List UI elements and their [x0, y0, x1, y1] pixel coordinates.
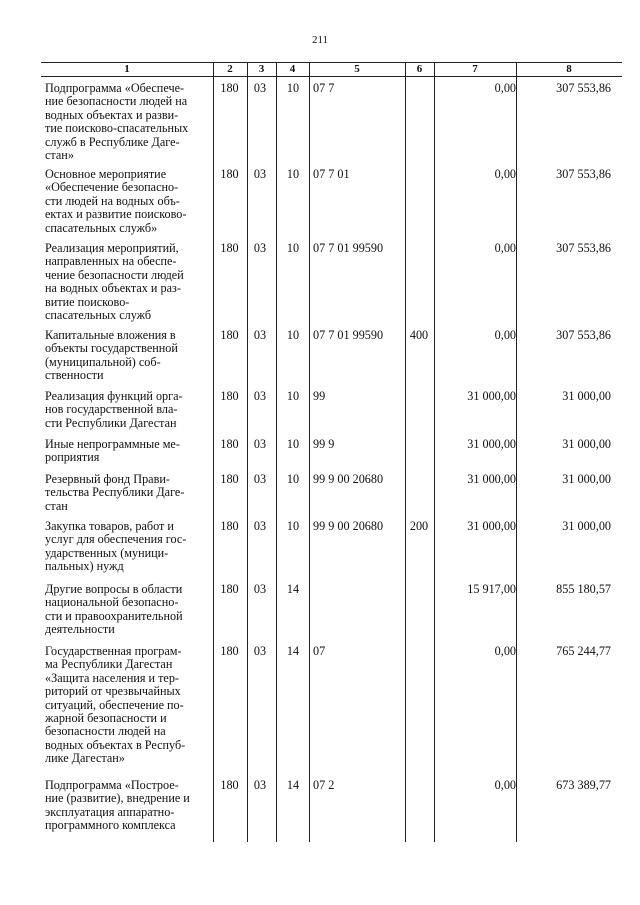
- column-header-8: 8: [566, 63, 572, 75]
- cell-col-2: 180: [220, 328, 239, 342]
- row-description-line: ектах и развитие поисково-: [45, 207, 187, 222]
- cell-col-4: 10: [286, 328, 300, 342]
- column-header-3: 3: [258, 63, 265, 75]
- cell-col-4: 14: [286, 644, 300, 658]
- row-description-line: сти и правоохранительной: [45, 608, 183, 623]
- cell-col-7: 31 000,00: [467, 389, 516, 403]
- cell-col-8: 673 389,77: [556, 778, 611, 792]
- cell-col-7: 0,00: [494, 644, 516, 658]
- row-description-line: безопасности людей на: [45, 724, 166, 739]
- cell-col-4: 10: [286, 167, 300, 181]
- cell-col-2: 180: [220, 389, 239, 403]
- row-description-line: стан»: [45, 148, 74, 162]
- cell-col-7: 31 000,00: [467, 437, 516, 451]
- column-header-2: 2: [227, 63, 233, 75]
- row-description-line: объекты государственной: [45, 341, 178, 356]
- cell-col-4: 10: [286, 389, 300, 403]
- row-description-line: «Обеспечение безопасно-: [45, 180, 179, 195]
- cell-col-3: 03: [253, 437, 267, 451]
- row-description-line: лике Дагестан»: [45, 751, 125, 766]
- cell-col-7: 0,00: [494, 167, 516, 181]
- row-description-line: водных объектах в Респуб-: [45, 737, 186, 752]
- row-description-line: национальной безопасно-: [45, 595, 179, 610]
- cell-col-2: 180: [220, 437, 239, 451]
- column-header-6: 6: [416, 63, 423, 75]
- row-description-line: служб в Республике Даге-: [45, 134, 180, 149]
- row-description-line: жарной безопасности и: [45, 711, 167, 725]
- budget-table: [41, 62, 622, 842]
- cell-col-5: 99 9 00 20680: [313, 519, 384, 533]
- cell-col-4: 10: [286, 81, 300, 95]
- cell-col-6: 200: [409, 519, 429, 533]
- row-description-line: на водных объектах и раз-: [45, 281, 181, 296]
- cell-col-3: 03: [253, 241, 267, 255]
- cell-col-3: 03: [253, 778, 267, 792]
- cell-col-8: 307 553,86: [556, 241, 611, 255]
- cell-col-7: 31 000,00: [467, 519, 516, 533]
- cell-col-4: 14: [286, 582, 300, 596]
- cell-col-4: 10: [286, 519, 300, 533]
- cell-col-5: 99 9: [313, 437, 335, 451]
- row-description-line: программного комплекса: [45, 818, 176, 833]
- row-description-line: Закупка товаров, работ и: [45, 519, 174, 533]
- row-description-line: Реализация функций орга-: [45, 389, 183, 403]
- row-description-line: пальных) нужд: [45, 559, 124, 574]
- cell-col-7: 0,00: [494, 778, 516, 792]
- row-description-line: роприятия: [45, 450, 100, 465]
- row-description-line: Государственная програм-: [45, 644, 182, 658]
- row-description-line: спасательных служб»: [45, 220, 158, 235]
- row-description-line: Подпрограмма «Обеспече-: [45, 81, 185, 95]
- row-description-line: ние (развитие), внедрение и: [45, 791, 190, 806]
- row-description-line: услуг для обеспечения гос-: [45, 532, 187, 547]
- row-description-line: Основное мероприятие: [45, 167, 167, 181]
- row-description-line: Другие вопросы в области: [45, 582, 183, 596]
- row-description-line: спасательных служб: [45, 308, 152, 322]
- cell-col-4: 10: [286, 241, 300, 255]
- cell-col-2: 180: [220, 167, 239, 181]
- cell-col-8: 855 180,57: [556, 582, 611, 596]
- cell-col-7: 31 000,00: [467, 472, 516, 486]
- cell-col-3: 03: [253, 472, 267, 486]
- cell-col-5: 07 7 01 99590: [313, 328, 384, 342]
- cell-col-5: 99 9 00 20680: [313, 472, 384, 486]
- cell-col-4: 10: [286, 472, 300, 486]
- row-description-line: Реализация мероприятий,: [45, 241, 179, 255]
- cell-col-5: 07: [313, 644, 326, 658]
- column-divider: [516, 62, 517, 842]
- cell-col-2: 180: [220, 519, 239, 533]
- cell-col-3: 03: [253, 644, 267, 658]
- row-description-line: Подпрограмма «Построе-: [45, 778, 179, 792]
- cell-col-8: 307 553,86: [556, 328, 611, 342]
- column-header-5: 5: [354, 63, 360, 75]
- cell-col-2: 180: [220, 582, 239, 596]
- cell-col-5: 07 2: [313, 778, 335, 792]
- row-description-line: стан: [45, 498, 68, 513]
- row-description-line: ственности: [45, 368, 104, 383]
- row-description-line: ние безопасности людей на: [45, 94, 188, 109]
- row-description-line: риторий от чрезвычайных: [45, 684, 181, 699]
- row-description-line: сти Республики Дагестан: [45, 415, 177, 430]
- row-description-line: ударственных (муници-: [45, 545, 169, 560]
- cell-col-3: 03: [253, 328, 267, 342]
- row-description-line: «Защита населения и тер-: [45, 670, 179, 685]
- column-header-4: 4: [289, 63, 296, 75]
- cell-col-3: 03: [253, 389, 267, 403]
- row-description-line: ситуаций, обеспечение по-: [45, 697, 184, 712]
- cell-col-2: 180: [220, 81, 239, 95]
- row-description-line: чение безопасности людей: [45, 267, 184, 282]
- cell-col-2: 180: [220, 472, 239, 486]
- row-description-line: направленных на обеспе-: [45, 254, 177, 269]
- cell-col-6: 400: [409, 328, 429, 342]
- row-description-line: Капитальные вложения в: [45, 328, 176, 342]
- cell-col-5: 07 7: [313, 81, 335, 95]
- cell-col-8: 31 000,00: [562, 472, 611, 486]
- cell-col-8: 31 000,00: [562, 519, 611, 533]
- header-bottom-rule: [41, 76, 622, 77]
- cell-col-3: 03: [253, 519, 267, 533]
- cell-col-8: 307 553,86: [556, 167, 611, 181]
- cell-col-5: 99: [313, 389, 326, 403]
- row-description-line: тие поисково-спасательных: [45, 121, 189, 136]
- row-description-line: (муниципальной) соб-: [45, 354, 161, 369]
- column-divider: [405, 62, 406, 842]
- cell-col-8: 307 553,86: [556, 81, 611, 95]
- cell-col-5: 07 7 01: [313, 167, 350, 181]
- row-description-line: водных объектах и разви-: [45, 107, 179, 122]
- cell-col-2: 180: [220, 644, 239, 658]
- cell-col-3: 03: [253, 81, 267, 95]
- cell-col-2: 180: [220, 241, 239, 255]
- cell-col-8: 31 000,00: [562, 389, 611, 403]
- row-description-line: витие поисково-: [45, 294, 130, 309]
- row-description-line: Иные непрограммные ме-: [45, 437, 180, 451]
- column-header-7: 7: [472, 63, 478, 75]
- row-description-line: тельства Республики Даге-: [45, 485, 185, 500]
- cell-col-7: 0,00: [494, 241, 516, 255]
- cell-col-4: 14: [286, 778, 300, 792]
- column-header-1: 1: [124, 63, 130, 75]
- cell-col-8: 765 244,77: [556, 644, 611, 658]
- page-number: 211: [311, 34, 329, 46]
- cell-col-7: 0,00: [494, 81, 516, 95]
- cell-col-3: 03: [253, 167, 267, 181]
- cell-col-4: 10: [286, 437, 300, 451]
- cell-col-7: 15 917,00: [467, 582, 516, 596]
- row-description-line: деятельности: [45, 622, 115, 637]
- row-description-line: ма Республики Дагестан: [45, 657, 173, 672]
- row-description-line: эксплуатация аппаратно-: [45, 804, 175, 819]
- cell-col-7: 0,00: [494, 328, 516, 342]
- cell-col-5: 07 7 01 99590: [313, 241, 384, 255]
- row-description-line: нов государственной вла-: [45, 402, 178, 417]
- row-description-line: Резервный фонд Прави-: [45, 472, 170, 486]
- row-description-line: сти людей на водных объ-: [45, 193, 180, 208]
- cell-col-8: 31 000,00: [562, 437, 611, 451]
- cell-col-3: 03: [253, 582, 267, 596]
- cell-col-2: 180: [220, 778, 239, 792]
